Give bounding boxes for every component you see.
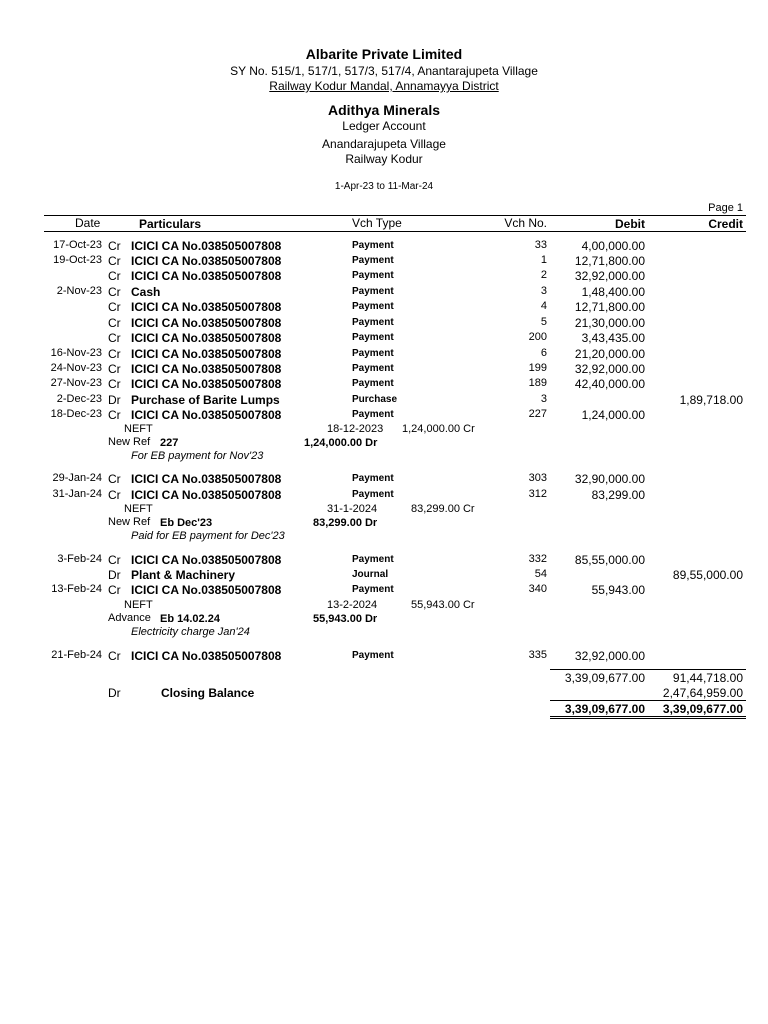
row-credit: 1,89,718.00	[679, 393, 743, 407]
row-debit: 21,20,000.00	[574, 347, 645, 361]
row-particulars: ICICI CA No.038505007808	[131, 553, 282, 567]
row-crdr: Cr	[108, 472, 121, 486]
row-vch-no: 303	[528, 472, 547, 484]
row-vch-type: Payment	[352, 489, 394, 500]
row-debit: 1,24,000.00	[581, 408, 645, 422]
detail-mode-amount: 1,24,000.00 Cr	[402, 423, 475, 435]
row-particulars: ICICI CA No.038505007808	[131, 347, 282, 361]
grand-total-credit: 3,39,09,677.00	[662, 702, 743, 716]
row-particulars: ICICI CA No.038505007808	[131, 488, 282, 502]
row-date: 31-Jan-24	[52, 488, 102, 500]
grand-total-debit: 3,39,09,677.00	[564, 702, 645, 716]
row-vch-no: 1	[540, 254, 547, 266]
row-crdr: Cr	[108, 239, 121, 253]
row-vch-type: Payment	[352, 286, 394, 297]
row-crdr: Cr	[108, 649, 121, 663]
detail-ref-amount: 1,24,000.00 Dr	[304, 437, 378, 449]
report-period: 1-Apr-23 to 11-Mar-24	[334, 181, 434, 192]
subtotal-credit: 91,44,718.00	[672, 671, 743, 685]
row-debit: 12,71,800.00	[574, 300, 645, 314]
row-particulars: ICICI CA No.038505007808	[131, 649, 282, 663]
detail-ref-amount: 83,299.00 Dr	[313, 517, 378, 529]
row-date: 3-Feb-24	[57, 553, 102, 565]
row-vch-no: 3	[540, 285, 547, 297]
closing-balance-label: Closing Balance	[161, 686, 255, 700]
row-credit: 89,55,000.00	[672, 568, 743, 582]
detail-mode-date: 13-2-2024	[327, 599, 378, 611]
row-date: 13-Feb-24	[51, 583, 102, 595]
row-vch-type: Payment	[352, 554, 394, 565]
company-address-line2: Railway Kodur Mandal, Annamayya District	[269, 79, 499, 93]
grand-total-bottom-rule-2	[550, 718, 746, 719]
detail-narration: Paid for EB payment for Dec'23	[131, 530, 285, 542]
row-vch-no: 200	[528, 331, 547, 343]
row-particulars: ICICI CA No.038505007808	[131, 362, 282, 376]
row-debit: 32,92,000.00	[574, 649, 645, 663]
row-debit: 32,90,000.00	[574, 472, 645, 486]
row-crdr: Cr	[108, 285, 121, 299]
detail-mode: NEFT	[124, 503, 153, 515]
column-vch-type: Vch Type	[352, 216, 402, 230]
row-crdr: Dr	[108, 393, 121, 407]
party-address-line1: Anandarajupeta Village	[322, 137, 446, 151]
row-crdr: Cr	[108, 377, 121, 391]
row-crdr: Cr	[108, 300, 121, 314]
column-debit: Debit	[615, 217, 645, 231]
row-debit: 3,43,435.00	[581, 331, 645, 345]
row-date: 2-Nov-23	[56, 285, 102, 297]
row-vch-type: Journal	[352, 569, 389, 580]
row-vch-no: 189	[528, 377, 547, 389]
row-date: 17-Oct-23	[53, 239, 102, 251]
row-debit: 4,00,000.00	[581, 239, 645, 253]
row-vch-type: Payment	[352, 473, 394, 484]
row-vch-type: Payment	[352, 363, 394, 374]
account-type: Ledger Account	[342, 119, 426, 133]
column-particulars: Particulars	[139, 217, 202, 231]
row-particulars: Purchase of Barite Lumps	[131, 393, 280, 407]
detail-ref-name: Eb 14.02.24	[160, 613, 220, 625]
detail-mode: NEFT	[124, 599, 153, 611]
row-particulars: ICICI CA No.038505007808	[131, 316, 282, 330]
row-particulars: ICICI CA No.038505007808	[131, 331, 282, 345]
row-debit: 1,48,400.00	[581, 285, 645, 299]
row-date: 2-Dec-23	[56, 393, 102, 405]
detail-mode-date: 18-12-2023	[327, 423, 384, 435]
detail-narration: For EB payment for Nov'23	[131, 450, 264, 462]
detail-ref-type: New Ref	[108, 436, 151, 448]
row-vch-type: Payment	[352, 584, 394, 595]
row-crdr: Dr	[108, 568, 121, 582]
row-date: 27-Nov-23	[50, 377, 102, 389]
detail-ref-amount: 55,943.00 Dr	[313, 613, 378, 625]
row-particulars: Plant & Machinery	[131, 568, 236, 582]
detail-mode-amount: 83,299.00 Cr	[411, 503, 475, 515]
row-vch-type: Payment	[352, 270, 394, 281]
row-particulars: Cash	[131, 285, 161, 299]
row-crdr: Cr	[108, 254, 121, 268]
row-crdr: Cr	[108, 362, 121, 376]
company-name: Albarite Private Limited	[305, 46, 463, 62]
row-debit: 55,943.00	[591, 583, 645, 597]
row-crdr: Cr	[108, 316, 121, 330]
header-top-rule	[44, 215, 746, 216]
detail-narration: Electricity charge Jan'24	[131, 626, 250, 638]
row-vch-no: 5	[540, 316, 547, 328]
closing-crdr: Dr	[108, 686, 121, 700]
detail-mode: NEFT	[124, 423, 153, 435]
row-particulars: ICICI CA No.038505007808	[131, 472, 282, 486]
row-debit: 21,30,000.00	[574, 316, 645, 330]
detail-ref-type: New Ref	[108, 516, 151, 528]
row-vch-type: Payment	[352, 409, 394, 420]
row-vch-type: Payment	[352, 240, 394, 251]
party-address-line2: Railway Kodur	[345, 152, 423, 166]
row-date: 18-Dec-23	[50, 408, 102, 420]
row-date: 24-Nov-23	[50, 362, 102, 374]
row-vch-no: 6	[540, 347, 547, 359]
row-vch-no: 2	[540, 269, 547, 281]
closing-balance-credit: 2,47,64,959.00	[662, 686, 743, 700]
header-bottom-rule	[44, 231, 746, 232]
party-name: Adithya Minerals	[327, 102, 441, 118]
column-vch-no: Vch No.	[504, 216, 547, 230]
row-vch-no: 33	[534, 239, 547, 251]
row-particulars: ICICI CA No.038505007808	[131, 269, 282, 283]
row-date: 21-Feb-24	[51, 649, 102, 661]
row-vch-no: 199	[528, 362, 547, 374]
row-vch-type: Payment	[352, 255, 394, 266]
row-vch-type: Payment	[352, 317, 394, 328]
page-number: Page 1	[708, 202, 743, 214]
row-vch-no: 312	[528, 488, 547, 500]
row-crdr: Cr	[108, 408, 121, 422]
detail-mode-amount: 55,943.00 Cr	[411, 599, 475, 611]
row-debit: 42,40,000.00	[574, 377, 645, 391]
row-debit: 32,92,000.00	[574, 269, 645, 283]
row-vch-no: 3	[540, 393, 547, 405]
row-vch-no: 332	[528, 553, 547, 565]
row-particulars: ICICI CA No.038505007808	[131, 408, 282, 422]
row-vch-no: 227	[528, 408, 547, 420]
row-vch-no: 4	[540, 300, 547, 312]
row-vch-no: 335	[528, 649, 547, 661]
row-date: 29-Jan-24	[52, 472, 102, 484]
subtotal-debit: 3,39,09,677.00	[564, 671, 645, 685]
grand-total-bottom-rule-1	[550, 716, 746, 717]
row-vch-type: Payment	[352, 378, 394, 389]
row-debit: 32,92,000.00	[574, 362, 645, 376]
row-date: 19-Oct-23	[53, 254, 102, 266]
row-crdr: Cr	[108, 583, 121, 597]
row-vch-type: Payment	[352, 348, 394, 359]
row-particulars: ICICI CA No.038505007808	[131, 300, 282, 314]
detail-ref-type: Advance	[108, 612, 151, 624]
row-particulars: ICICI CA No.038505007808	[131, 377, 282, 391]
row-crdr: Cr	[108, 553, 121, 567]
column-date: Date	[75, 216, 101, 230]
row-vch-type: Payment	[352, 301, 394, 312]
detail-ref-name: 227	[160, 437, 179, 449]
column-credit: Credit	[708, 217, 743, 231]
row-vch-no: 340	[528, 583, 547, 595]
row-vch-no: 54	[534, 568, 547, 580]
row-crdr: Cr	[108, 488, 121, 502]
row-crdr: Cr	[108, 269, 121, 283]
row-particulars: ICICI CA No.038505007808	[131, 583, 282, 597]
row-vch-type: Payment	[352, 332, 394, 343]
row-vch-type: Purchase	[352, 394, 398, 405]
row-particulars: ICICI CA No.038505007808	[131, 254, 282, 268]
grand-total-top-rule	[550, 700, 746, 701]
row-debit: 85,55,000.00	[574, 553, 645, 567]
row-particulars: ICICI CA No.038505007808	[131, 239, 282, 253]
detail-mode-date: 31-1-2024	[327, 503, 378, 515]
row-date: 16-Nov-23	[50, 347, 102, 359]
detail-ref-name: Eb Dec'23	[160, 517, 213, 529]
row-crdr: Cr	[108, 347, 121, 361]
subtotal-rule	[550, 669, 746, 670]
row-vch-type: Payment	[352, 650, 394, 661]
company-address-line1: SY No. 515/1, 517/1, 517/3, 517/4, Anantarajupeta Village	[230, 64, 538, 78]
row-crdr: Cr	[108, 331, 121, 345]
row-debit: 83,299.00	[591, 488, 645, 502]
row-debit: 12,71,800.00	[574, 254, 645, 268]
